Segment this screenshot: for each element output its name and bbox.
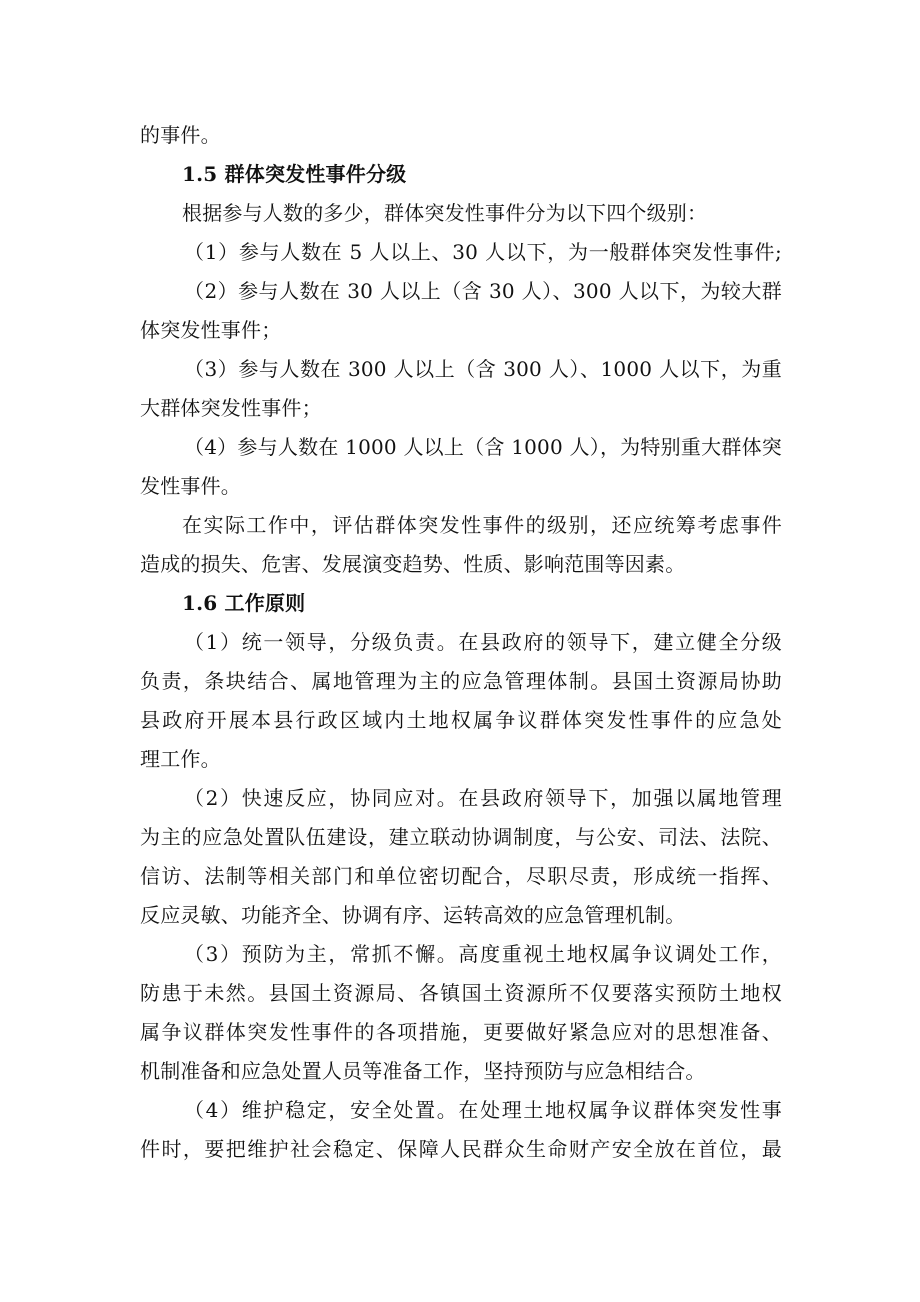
- text-line: 件时，要把维护社会稳定、保障人民群众生命财产安全放在首位，最: [140, 1137, 782, 1161]
- list-item: （2）参与人数在 30 人以上（含 30 人）、300 人以下，为较大群: [184, 279, 782, 303]
- text-line: 的事件。: [140, 123, 221, 147]
- text-line: 信访、法制等相关部门和单位密切配合，尽职尽责，形成统一指挥、: [140, 864, 782, 888]
- text-line: 反应灵敏、功能齐全、协调有序、运转高效的应急管理机制。: [140, 903, 686, 927]
- text-line: 县政府开展本县行政区域内土地权属争议群体突发性事件的应急处: [140, 708, 782, 732]
- text-line: 负责，条块结合、属地管理为主的应急管理体制。县国土资源局协助: [140, 669, 782, 693]
- text-line: 造成的损失、危害、发展演变趋势、性质、影响范围等因素。: [140, 552, 686, 576]
- text-line: 机制准备和应急处置人员等准备工作，坚持预防与应急相结合。: [140, 1059, 706, 1083]
- list-item: （4）参与人数在 1000 人以上（含 1000 人），为特别重大群体突: [184, 435, 782, 459]
- list-item: （2）快速反应，协同应对。在县政府领导下，加强以属地管理: [184, 786, 782, 810]
- text-line: 大群体突发性事件；: [140, 396, 322, 420]
- list-item: （1）参与人数在 5 人以上、30 人以下，为一般群体突发性事件;: [184, 240, 782, 264]
- list-item: （1）统一领导，分级负责。在县政府的领导下，建立健全分级: [184, 630, 782, 654]
- section-heading-1-6: 1.6 工作原则: [182, 591, 306, 615]
- list-item: （3）参与人数在 300 人以上（含 300 人）、1000 人以下，为重: [184, 357, 782, 381]
- paragraph-line: 在实际工作中，评估群体突发性事件的级别，还应统筹考虑事件: [182, 513, 782, 537]
- section-heading-1-5: 1.5 群体突发性事件分级: [182, 162, 407, 186]
- text-line: 根据参与人数的多少，群体突发性事件分为以下四个级别：: [182, 201, 708, 225]
- list-item: （3）预防为主，常抓不懈。高度重视土地权属争议调处工作，: [184, 942, 782, 966]
- text-line: 为主的应急处置队伍建设，建立联动协调制度，与公安、司法、法院、: [140, 825, 782, 849]
- document-body: [140, 116, 782, 1169]
- text-line: 防患于未然。县国土资源局、各镇国土资源所不仅要落实预防土地权: [140, 981, 782, 1005]
- text-line: 体突发性事件；: [140, 318, 282, 342]
- text-line: 属争议群体突发性事件的各项措施，更要做好紧急应对的思想准备、: [140, 1020, 782, 1044]
- text-line: 理工作。: [140, 747, 221, 771]
- list-item: （4）维护稳定，安全处置。在处理土地权属争议群体突发性事: [184, 1098, 782, 1122]
- text-line: 发性事件。: [140, 474, 241, 498]
